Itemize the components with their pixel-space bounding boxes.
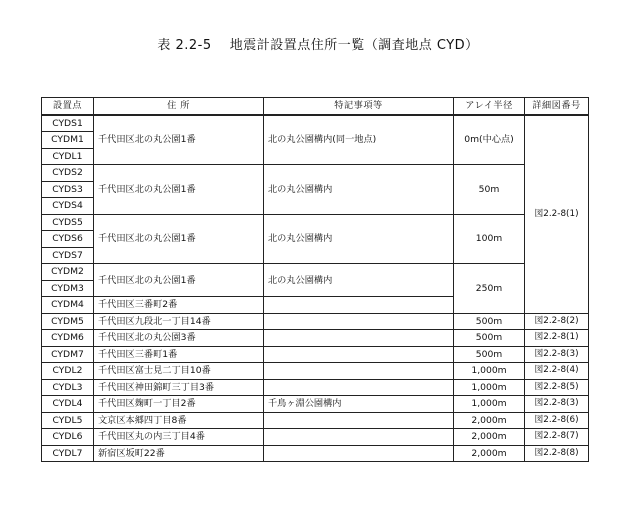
header-notes: 特記事項等 [264,98,454,115]
site-note [264,346,454,363]
seismometer-site-table [41,97,589,462]
site-code: CYDM3 [42,280,94,297]
site-code: CYDS1 [42,115,94,132]
site-note: 北の丸公園構内 [264,214,454,264]
site-address: 千代田区北の丸公園1番 [94,115,264,165]
array-radius: 1,000m [454,396,525,413]
site-code: CYDL2 [42,363,94,380]
table-row [42,445,589,462]
site-note [264,379,454,396]
site-code: CYDS5 [42,214,94,231]
figure-number: 図2.2-8(5) [525,379,589,396]
array-radius: 100m [454,214,525,264]
site-note [264,330,454,347]
table-row [42,379,589,396]
site-address: 千代田区神田錦町三丁目3番 [94,379,264,396]
site-address: 千代田区麹町一丁目2番 [94,396,264,413]
site-code: CYDM5 [42,313,94,330]
site-code: CYDL4 [42,396,94,413]
site-note: 北の丸公園構内 [264,264,454,297]
document-title: 表 2.2-5 地震計設置点住所一覧（調査地点 CYD） [157,38,479,53]
site-code: CYDS3 [42,181,94,198]
table-row [42,396,589,413]
header-figure: 詳細図番号 [525,98,589,115]
site-address: 千代田区三番町1番 [94,346,264,363]
site-code: CYDL5 [42,412,94,429]
array-radius: 500m [454,313,525,330]
header-radius: アレイ半径 [454,98,525,115]
figure-number: 図2.2-8(7) [525,429,589,446]
array-radius: 50m [454,165,525,215]
site-note [264,412,454,429]
table-header [42,98,589,115]
site-note [264,313,454,330]
site-address: 千代田区北の丸公園1番 [94,214,264,264]
site-note [264,297,454,314]
site-address: 文京区本郷四丁目8番 [94,412,264,429]
table-row [42,165,589,182]
table-row [42,214,589,231]
figure-number: 図2.2-8(8) [525,445,589,462]
site-code: CYDM6 [42,330,94,347]
site-code: CYDL1 [42,148,94,165]
array-radius: 500m [454,346,525,363]
site-note [264,445,454,462]
site-code: CYDS2 [42,165,94,182]
figure-number: 図2.2-8(3) [525,346,589,363]
figure-number: 図2.2-8(2) [525,313,589,330]
site-code: CYDS7 [42,247,94,264]
table-row [42,330,589,347]
site-address: 千代田区北の丸公園3番 [94,330,264,347]
array-radius: 0m(中心点) [454,115,525,165]
site-code: CYDS4 [42,198,94,215]
table-row [42,429,589,446]
site-code: CYDM1 [42,132,94,149]
array-radius: 1,000m [454,379,525,396]
site-note: 北の丸公園構内(同一地点) [264,115,454,165]
table-row [42,313,589,330]
array-radius: 500m [454,330,525,347]
site-address: 千代田区九段北一丁目14番 [94,313,264,330]
array-radius: 2,000m [454,445,525,462]
site-code: CYDL3 [42,379,94,396]
header-address: 住 所 [94,98,264,115]
site-code: CYDL7 [42,445,94,462]
site-address: 千代田区北の丸公園1番 [94,165,264,215]
site-note [264,363,454,380]
table-row [42,412,589,429]
figure-number: 図2.2-8(4) [525,363,589,380]
site-note [264,429,454,446]
site-address: 千代田区丸の内三丁目4番 [94,429,264,446]
table-row [42,346,589,363]
table-row [42,115,589,132]
table-body [42,115,589,462]
header-row [42,98,589,115]
site-address: 千代田区三番町2番 [94,297,264,314]
site-code: CYDM4 [42,297,94,314]
figure-number: 図2.2-8(3) [525,396,589,413]
array-radius: 1,000m [454,363,525,380]
site-note: 北の丸公園構内 [264,165,454,215]
array-radius: 250m [454,264,525,314]
site-address: 千代田区富士見二丁目10番 [94,363,264,380]
array-radius: 2,000m [454,429,525,446]
figure-number: 図2.2-8(1) [525,330,589,347]
header-code: 設置点 [42,98,94,115]
site-note: 千鳥ヶ淵公園構内 [264,396,454,413]
array-radius: 2,000m [454,412,525,429]
figure-number: 図2.2-8(1) [525,115,589,314]
table-row [42,363,589,380]
site-code: CYDM2 [42,264,94,281]
site-code: CYDS6 [42,231,94,248]
table-row [42,264,589,281]
site-code: CYDM7 [42,346,94,363]
site-address: 新宿区坂町22番 [94,445,264,462]
site-address: 千代田区北の丸公園1番 [94,264,264,297]
figure-number: 図2.2-8(6) [525,412,589,429]
site-code: CYDL6 [42,429,94,446]
